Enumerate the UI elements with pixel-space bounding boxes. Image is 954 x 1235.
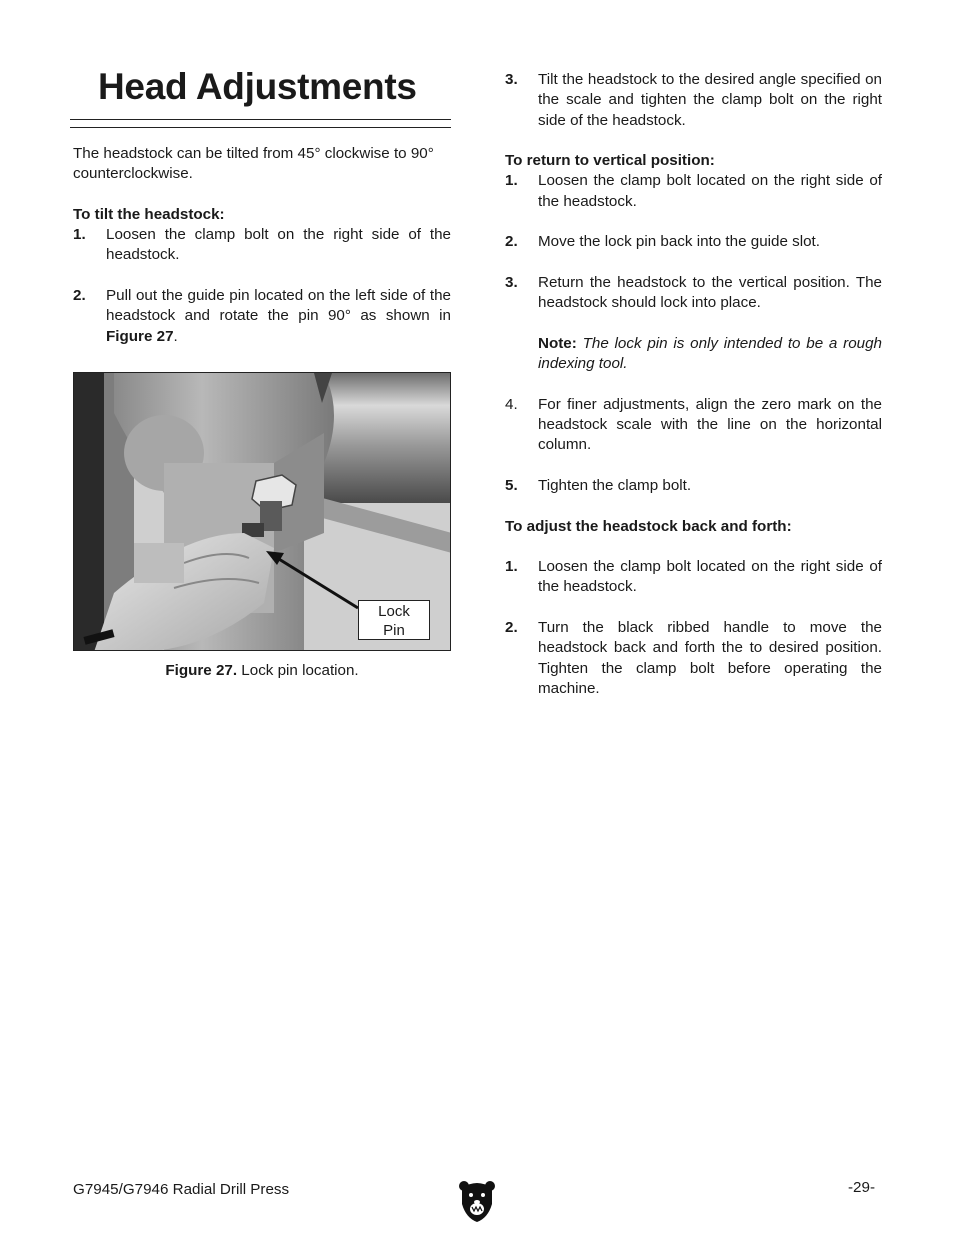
tilt-step-2	[73, 286, 451, 347]
step-text: Move the lock pin back into the guide slot.	[538, 233, 820, 251]
caption-text: Lock pin location.	[237, 662, 359, 679]
vertical-heading: To return to vertical position:	[505, 152, 715, 170]
step-text: Loosen the clamp bolt on the right side of the headstock.	[106, 226, 451, 264]
footer-model: G7945/G7946 Radial Drill Press	[73, 1181, 290, 1198]
lock-pin-callout	[358, 600, 430, 640]
bear-head-icon	[458, 1178, 496, 1222]
left-column	[73, 144, 451, 347]
tilt-step-1	[73, 225, 451, 266]
figure-caption	[73, 662, 451, 679]
figure-reference: Figure 27	[106, 327, 174, 345]
step-text: For finer adjustments, align the zero mark on the headstock scale with the line on the horizontal column.	[538, 395, 882, 454]
step-text: Turn the black ribbed handle to move the headstock back and forth the to desired position. Tighten the clamp bolt before operating the machine.	[538, 619, 882, 697]
step-number: 3.	[505, 273, 518, 291]
callout-line: Pin	[383, 622, 405, 639]
adjust-step-1	[505, 557, 882, 598]
step-text: Tilt the headstock to the desired angle specified on the scale and tighten the clamp bolt on the right side of the headstock.	[538, 71, 882, 129]
step-text	[106, 286, 451, 347]
page-title: Head Adjustments	[98, 66, 417, 107]
tilt-step-3	[505, 70, 882, 131]
step-text-part: .	[173, 327, 178, 345]
step-text: Return the headstock to the vertical position. The headstock should lock into place.	[538, 273, 882, 312]
caption-label: Figure 27.	[165, 662, 238, 679]
title-rule-top	[70, 119, 451, 120]
title-rule-bottom	[70, 127, 451, 128]
note-text	[538, 334, 882, 375]
vertical-step-5	[505, 476, 882, 496]
step-number: 2.	[505, 619, 518, 637]
vertical-note	[505, 334, 882, 375]
tilt-heading: To tilt the headstock:	[73, 205, 225, 223]
step-text: Tighten the clamp bolt.	[538, 476, 692, 494]
right-column	[505, 70, 882, 699]
vertical-step-2	[505, 232, 882, 252]
note-label: Note:	[538, 334, 577, 352]
step-number: 2.	[505, 233, 518, 251]
step-number: 3.	[505, 71, 518, 88]
figure-27-photo	[73, 372, 451, 651]
step-text: Loosen the clamp bolt located on the right side of the headstock.	[538, 558, 882, 596]
page-number: -29-	[848, 1179, 876, 1196]
vertical-step-4	[505, 395, 882, 456]
step-number: 1.	[73, 226, 86, 244]
step-number: 4.	[505, 395, 518, 413]
adjust-heading: To adjust the headstock back and forth:	[505, 517, 792, 535]
step-number: 1.	[505, 558, 518, 576]
adjust-step-2	[505, 618, 882, 699]
step-number: 1.	[505, 172, 518, 190]
vertical-step-1	[505, 171, 882, 212]
step-number: 2.	[73, 287, 86, 305]
step-text: Loosen the clamp bolt located on the right side of the headstock.	[538, 172, 882, 210]
note-body: The lock pin is only intended to be a rough indexing tool.	[538, 334, 882, 373]
step-number: 5.	[505, 476, 518, 494]
step-text-part: Pull out the guide pin located on the left side of the headstock and rotate the pin 90° as shown in	[106, 287, 451, 325]
callout-line: Lock	[378, 603, 410, 620]
vertical-step-3	[505, 273, 882, 314]
intro-text: The headstock can be tilted from 45° clockwise to 90° counterclockwise.	[73, 145, 434, 183]
